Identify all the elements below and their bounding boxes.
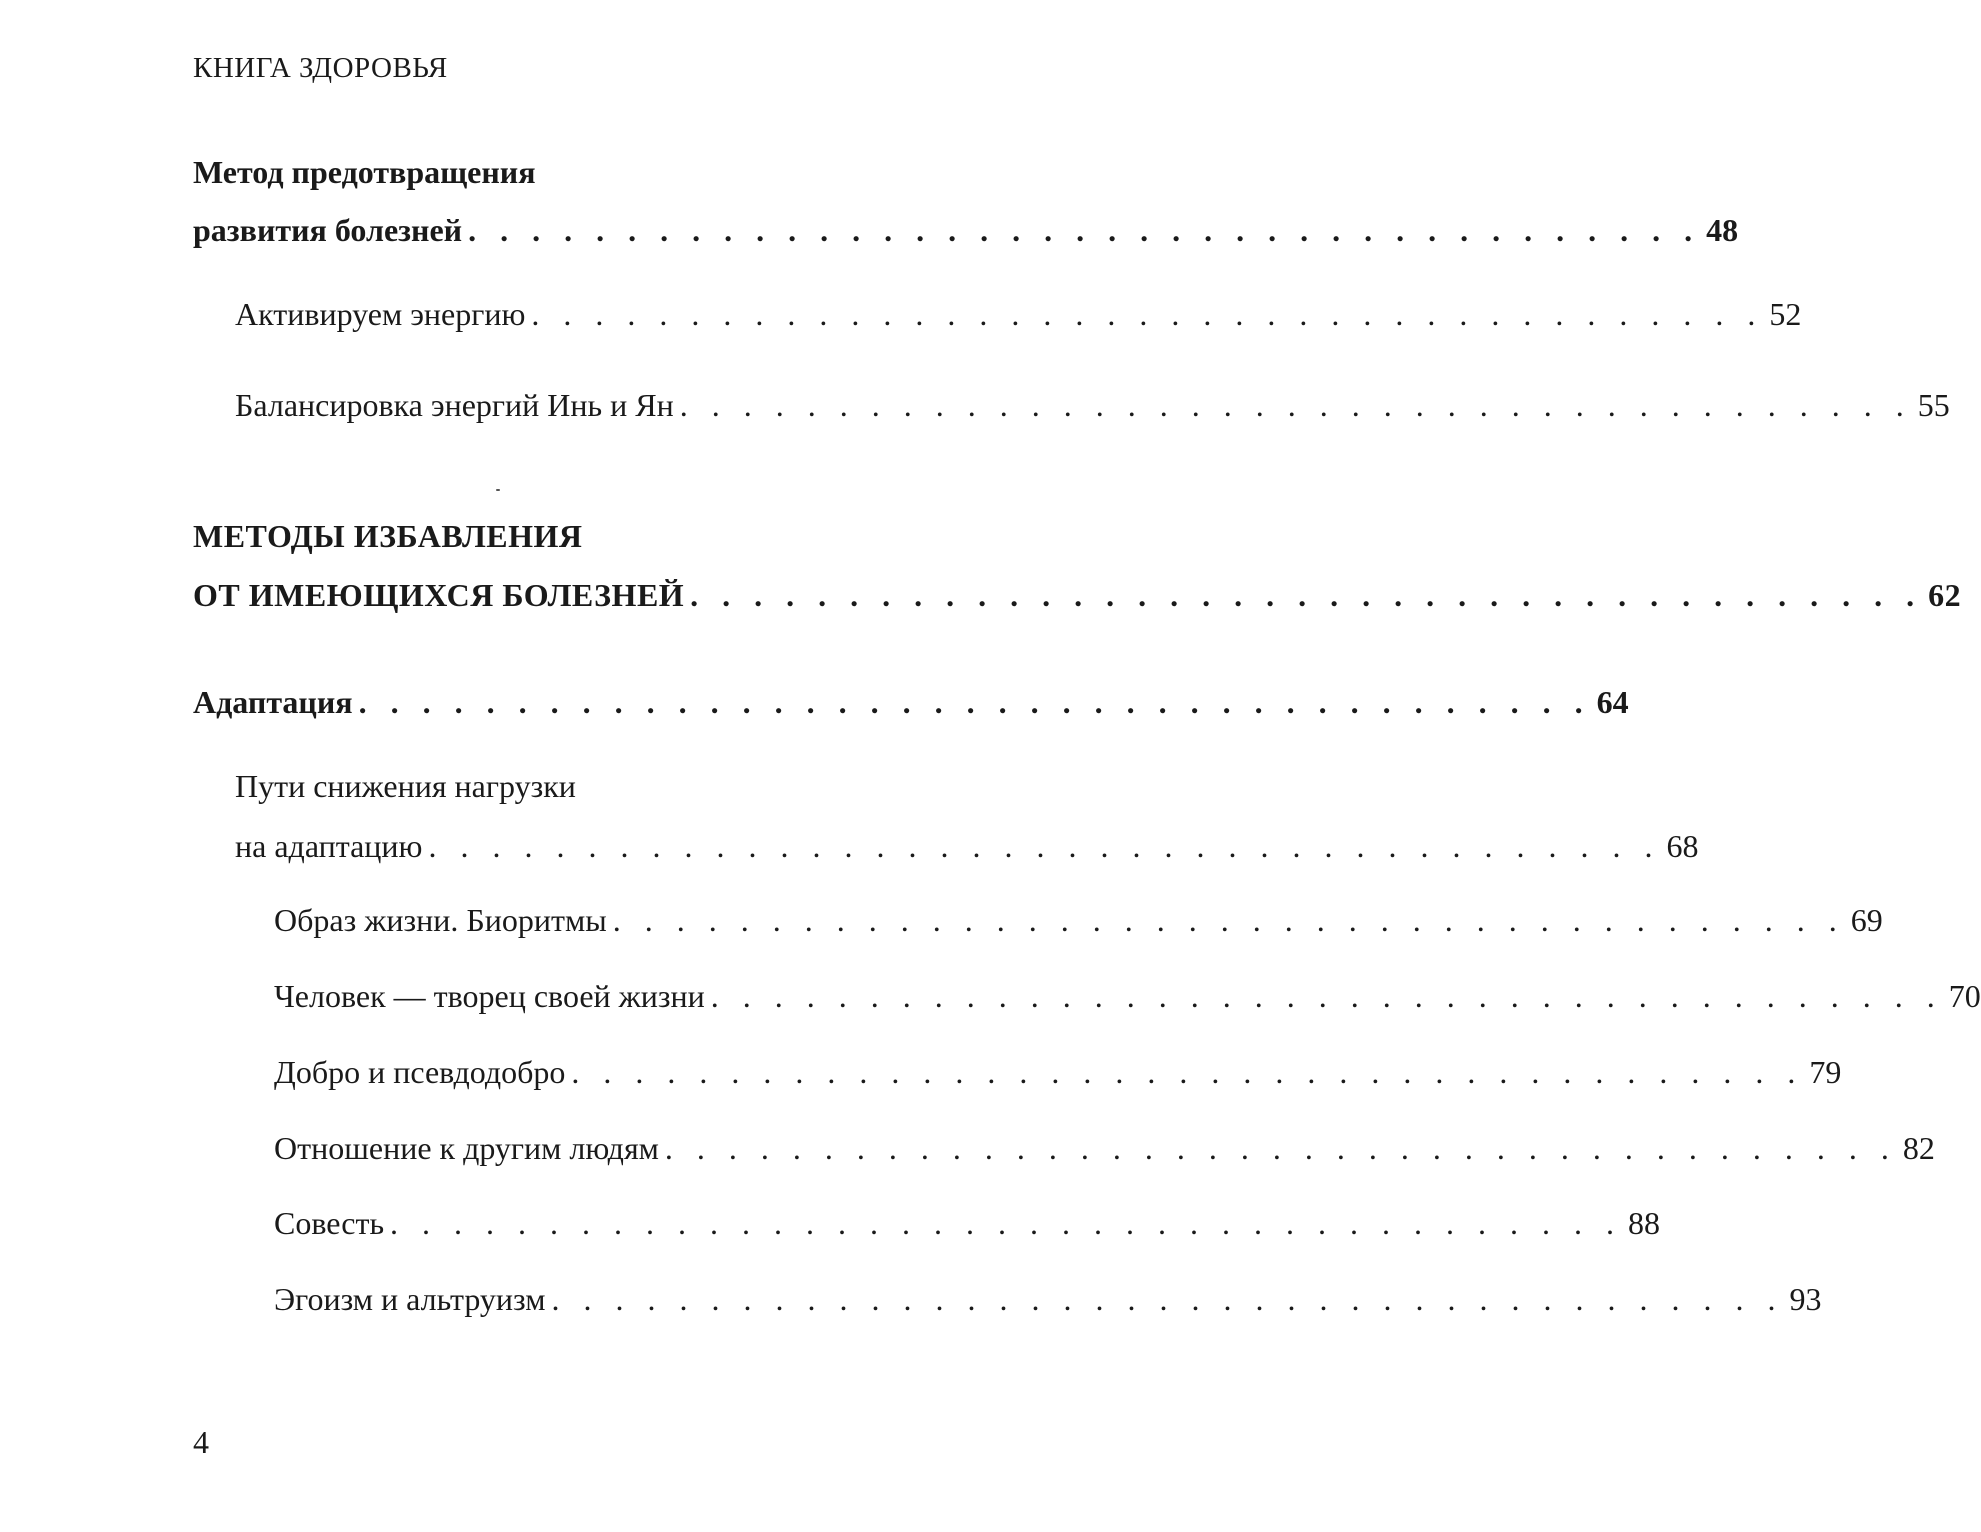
toc-entry-prevention-title: Метод предотвращения <box>193 154 536 190</box>
toc-entry-egoism[interactable] <box>274 1281 1822 1327</box>
toc-leader-dots: . . . . . . . . . . . . . . . . . . . . . . . . . . . . . . . . . . . . . . . <box>390 1205 1623 1241</box>
toc-page-number: 55 <box>1917 387 1950 423</box>
toc-entry-activate-energy[interactable] <box>235 296 1802 342</box>
toc-entry-text: Эгоизм и альтруизм <box>274 1281 546 1317</box>
toc-entry-conscience[interactable] <box>274 1205 1661 1251</box>
toc-entry-text: развития болезней <box>193 212 463 248</box>
toc-entry-text: Образ жизни. Биоритмы <box>274 902 607 938</box>
toc-entry-text: Человек — творец своей жизни <box>274 978 705 1014</box>
toc-entry-load-reduction-title: Пути снижения нагрузки <box>235 768 576 804</box>
toc-entry-others[interactable] <box>274 1130 1935 1176</box>
toc-entry-prevention[interactable] <box>193 212 1739 258</box>
toc-entry-text: Балансировка энергий Инь и Ян <box>235 387 674 423</box>
print-speck <box>496 489 500 491</box>
toc-entry-text: Отношение к другим людям <box>274 1130 659 1166</box>
running-head: КНИГА ЗДОРОВЬЯ <box>193 52 448 84</box>
toc-entry-text: на адаптацию <box>235 828 423 864</box>
toc-entry-text: Активируем энергию <box>235 296 526 332</box>
toc-page-number: 48 <box>1706 212 1739 248</box>
toc-leader-dots: . . . . . . . . . . . . . . . . . . . . . . . . . . . . . . . . . . . . . . . <box>428 828 1661 864</box>
toc-entry-methods-title: МЕТОДЫ ИЗБАВЛЕНИЯ <box>193 518 583 554</box>
toc-page-number: 88 <box>1628 1205 1661 1241</box>
toc-entry-text: Адаптация <box>193 684 353 720</box>
toc-leader-dots: . . . . . . . . . . . . . . . . . . . . . . . . . . . . . . . . . . . . . . . <box>358 684 1591 720</box>
toc-leader-dots: . . . . . . . . . . . . . . . . . . . . . . . . . . . . . . . . . . . . . . . <box>571 1054 1804 1090</box>
toc-page-number: 68 <box>1666 828 1699 864</box>
toc-leader-dots: . . . . . . . . . . . . . . . . . . . . . . . . . . . . . . . . . . . . . . . <box>551 1281 1784 1317</box>
toc-page-number: 82 <box>1902 1130 1935 1166</box>
toc-page-number: 70 <box>1948 978 1981 1014</box>
toc-page-number: 93 <box>1789 1281 1822 1317</box>
toc-entry-creator[interactable] <box>274 978 1981 1024</box>
toc-entry-text: Совесть <box>274 1205 385 1241</box>
toc-leader-dots: . . . . . . . . . . . . . . . . . . . . . . . . . . . . . . . . . . . . . . . <box>690 577 1923 613</box>
toc-page-number: 79 <box>1809 1054 1842 1090</box>
toc-entry-lifestyle[interactable] <box>274 902 1883 948</box>
toc-entry-yin-yang[interactable] <box>235 387 1950 433</box>
toc-entry-text: Добро и псевдодобро <box>274 1054 566 1090</box>
toc-leader-dots: . . . . . . . . . . . . . . . . . . . . . . . . . . . . . . . . . . . . . . . <box>710 978 1943 1014</box>
toc-leader-dots: . . . . . . . . . . . . . . . . . . . . . . . . . . . . . . . . . . . . . . . <box>612 902 1845 938</box>
toc-entry-good[interactable] <box>274 1054 1842 1100</box>
toc-page-number: 62 <box>1928 577 1962 613</box>
toc-entry-adaptation[interactable] <box>193 684 1629 730</box>
toc-page-number: 69 <box>1850 902 1883 938</box>
toc-leader-dots: . . . . . . . . . . . . . . . . . . . . . . . . . . . . . . . . . . . . . . . <box>679 387 1912 423</box>
toc-entry-load-reduction[interactable] <box>235 828 1699 874</box>
toc-page-number: 64 <box>1596 684 1629 720</box>
page-number: 4 <box>193 1424 209 1460</box>
toc-entry-methods[interactable] <box>193 577 1962 623</box>
toc-entry-text: ОТ ИМЕЮЩИХСЯ БОЛЕЗНЕЙ <box>193 577 685 613</box>
toc-leader-dots: . . . . . . . . . . . . . . . . . . . . . . . . . . . . . . . . . . . . . . . <box>664 1130 1897 1166</box>
toc-page-number: 52 <box>1769 296 1802 332</box>
toc-leader-dots: . . . . . . . . . . . . . . . . . . . . . . . . . . . . . . . . . . . . . . . <box>531 296 1764 332</box>
toc-leader-dots: . . . . . . . . . . . . . . . . . . . . . . . . . . . . . . . . . . . . . . . <box>468 212 1701 248</box>
